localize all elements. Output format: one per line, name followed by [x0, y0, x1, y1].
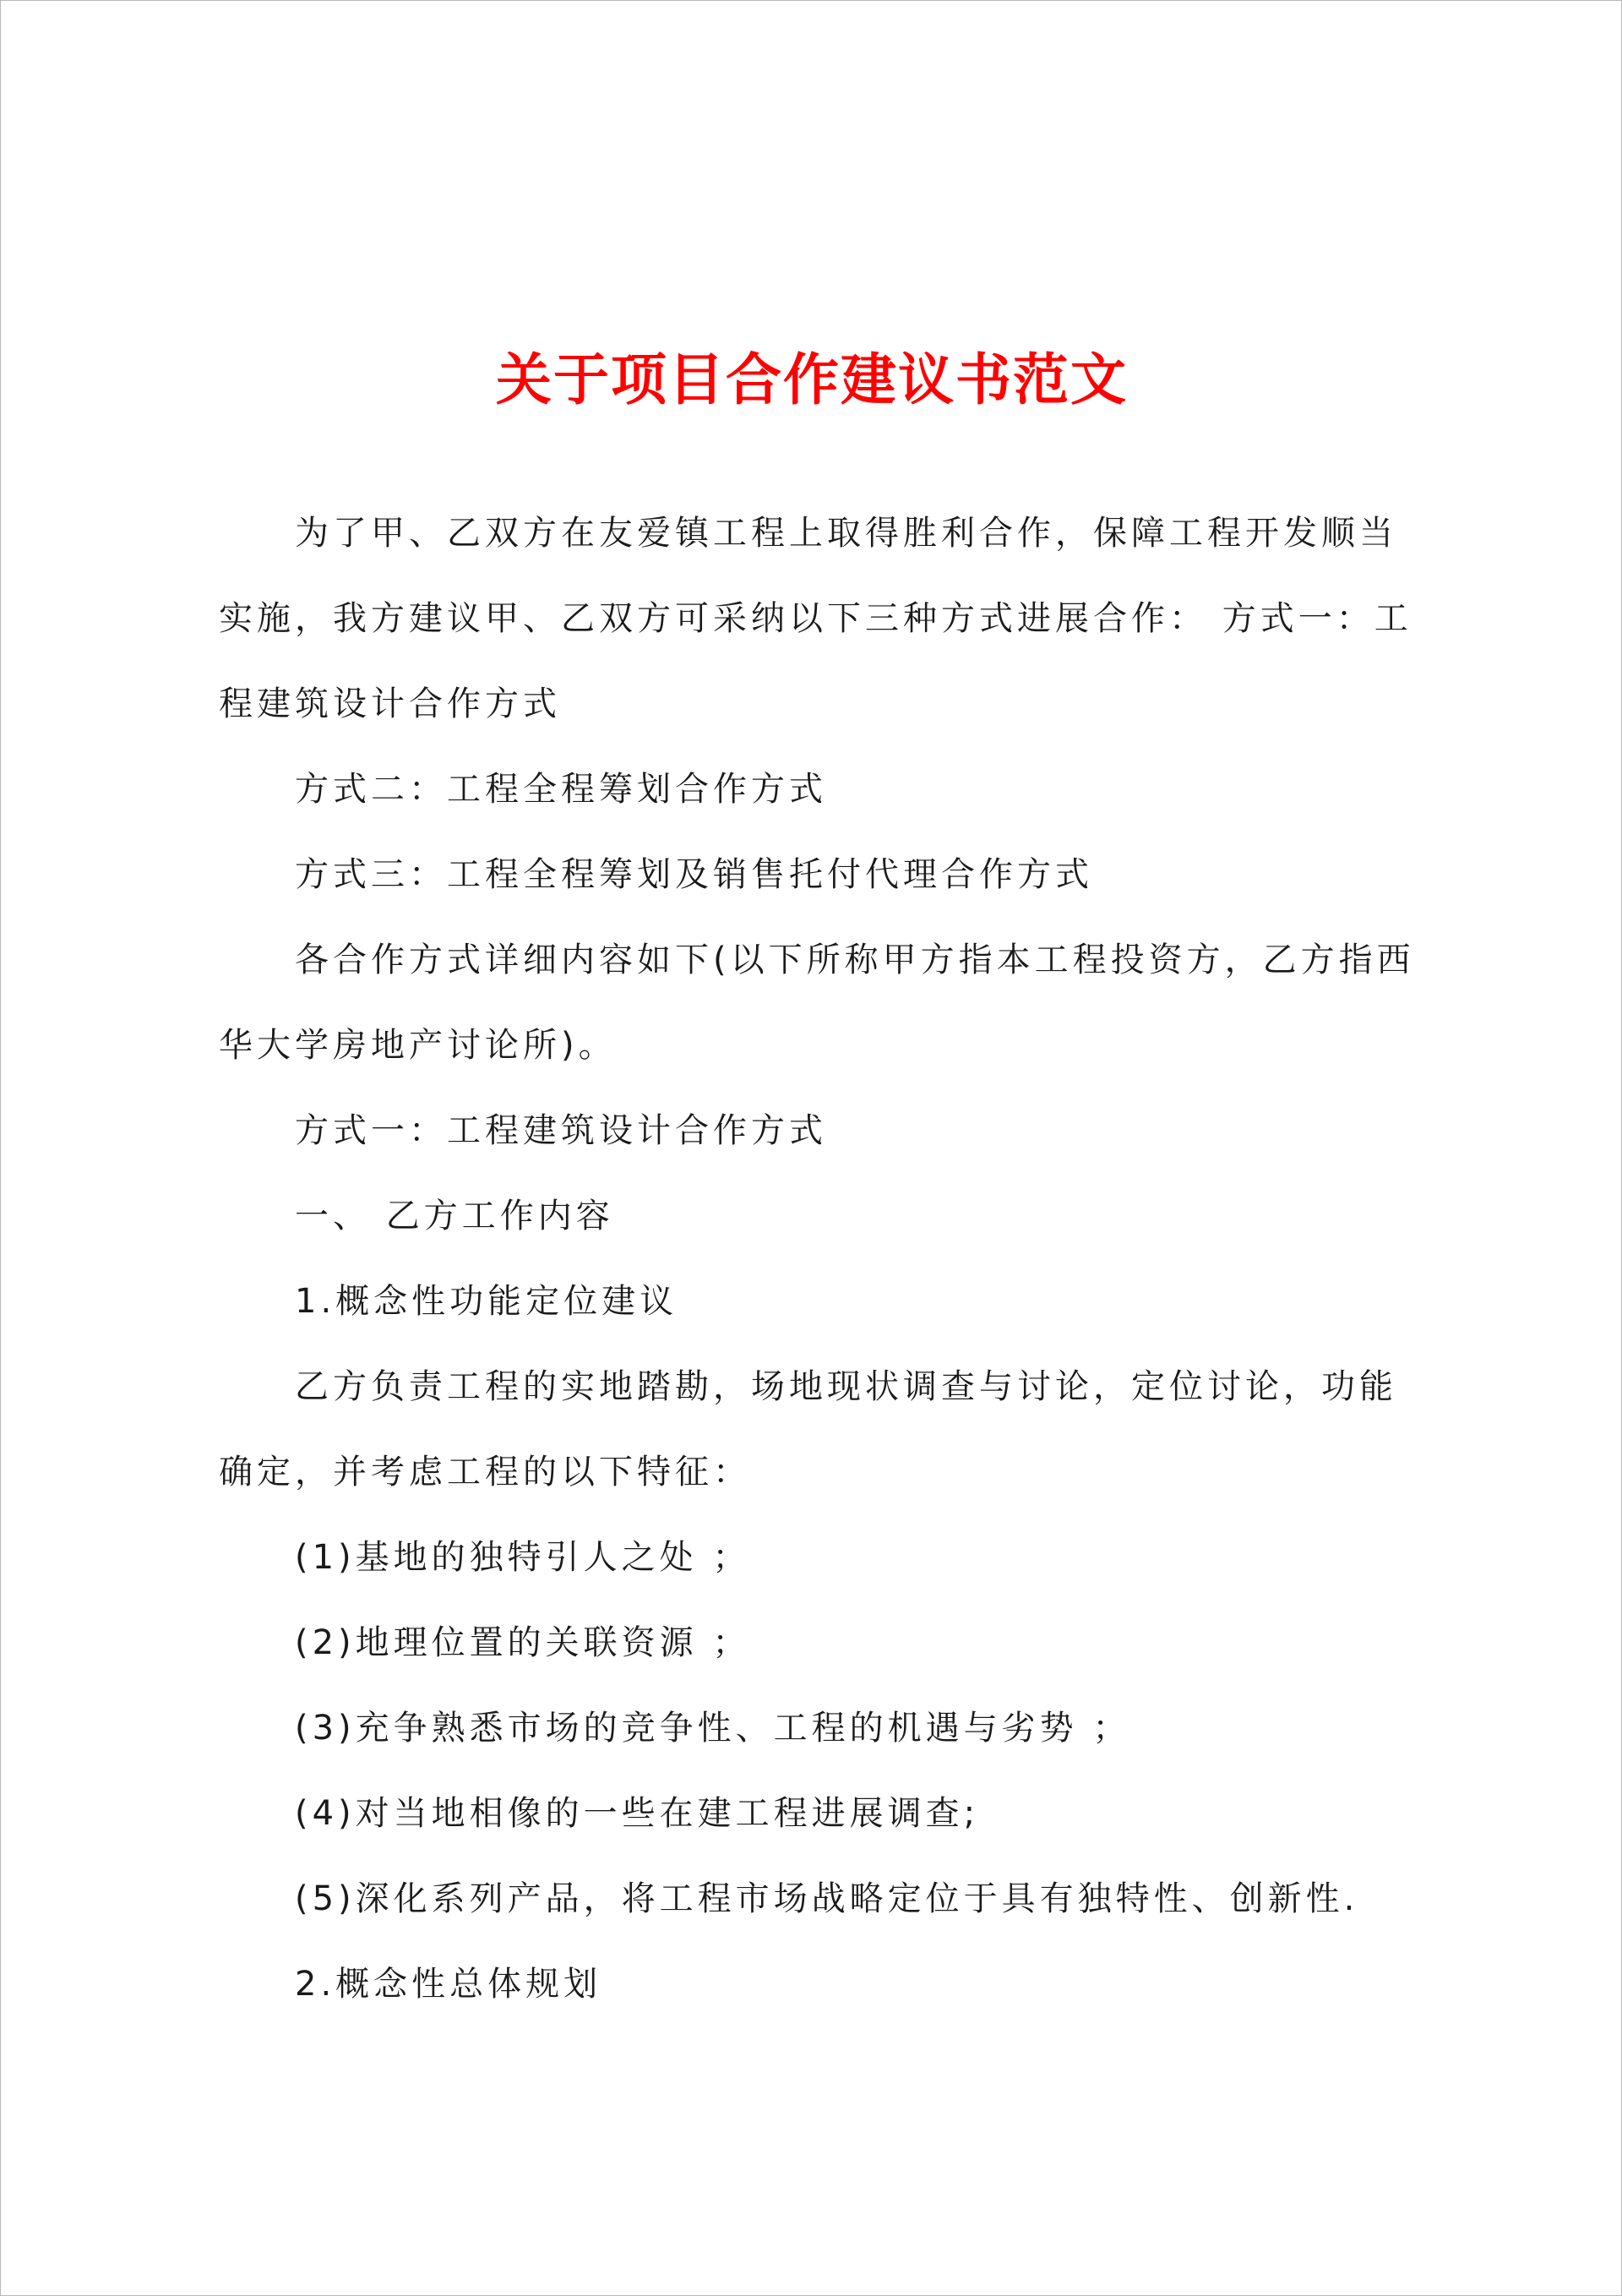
paragraph-mode-two: 方式二：工程全程筹划合作方式 — [295, 770, 827, 809]
heading-work-content: 一、 乙方工作内容 — [295, 1197, 614, 1235]
document-body — [219, 491, 1418, 2027]
heading-concept-planning: 2.概念性总体规划 — [295, 1965, 602, 2004]
paragraph-site-survey: 乙方负责工程的实地踏勘，场地现状调查与讨论，定位讨论，功能确定，并考虑工程的以下特征： — [219, 1367, 1397, 1492]
heading-concept-positioning: 1.概念性功能定位建议 — [295, 1282, 678, 1321]
paragraph-details-intro: 各合作方式详细内容如下(以下所称甲方指本工程投资方，乙方指西华大学房地产讨论所)。 — [219, 941, 1415, 1065]
list-item-5: (5)深化系列产品，将工程市场战略定位于具有独特性、创新性. — [295, 1879, 1359, 1918]
document-title: 关于项目合作建议书范文 — [496, 346, 1128, 412]
list-item-2: (2)地理位置的关联资源 ； — [295, 1623, 751, 1662]
list-item-3: (3)充争熟悉市场的竞争性、工程的机遇与劣势 ； — [295, 1709, 1131, 1748]
list-item-1: (1)基地的独特引人之处 ； — [295, 1538, 751, 1577]
list-item-4: (4)对当地相像的一些在建工程进展调查; — [295, 1794, 980, 1833]
paragraph-mode-three: 方式三：工程全程筹划及销售托付代理合作方式 — [295, 855, 1093, 894]
heading-mode-one: 方式一：工程建筑设计合作方式 — [295, 1111, 827, 1150]
paragraph-intro: 为了甲、乙双方在友爱镇工程上取得胜利合作，保障工程开发顺当实施，我方建议甲、乙双方可采纳以下三种方式进展合作： 方式一：工程建筑设计合作方式 — [219, 514, 1412, 723]
